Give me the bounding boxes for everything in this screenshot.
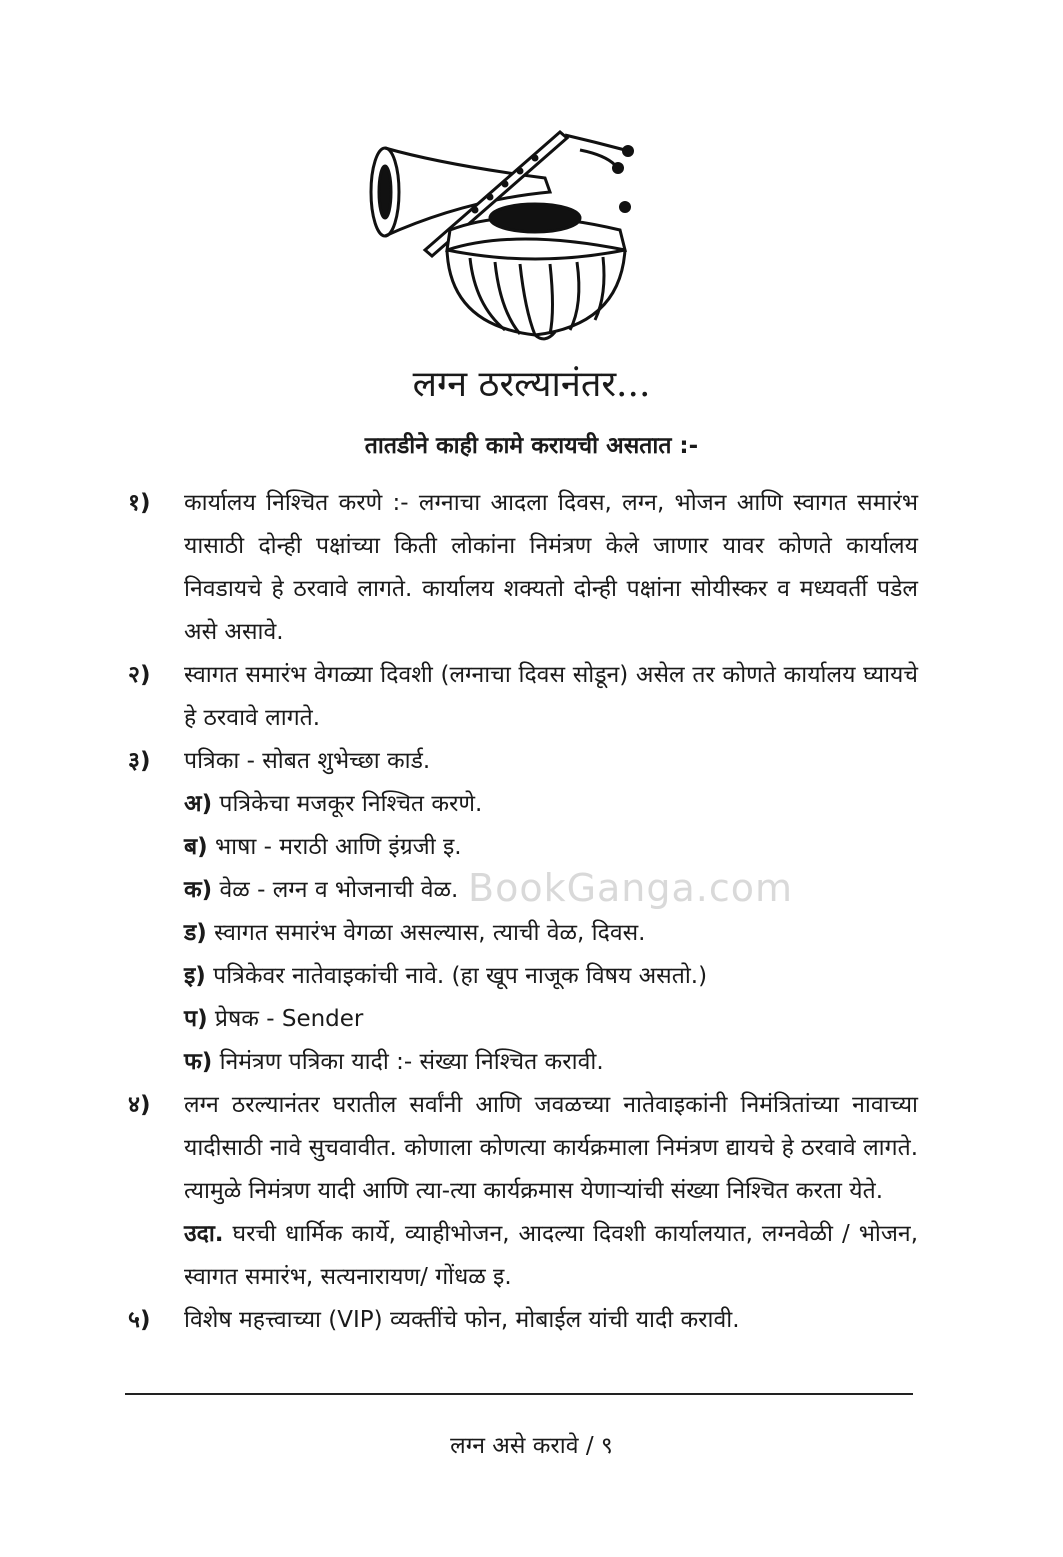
subitem-list xyxy=(184,783,918,1084)
item-text: लग्न ठरल्यानंतर घरातील सर्वांनी आणि जवळच्या नातेवाइकांनी निमंत्रितांच्या नावाच्या यादीसाठी नावे सुचवावीत. कोणाला कोणत्या कार्यक्रमाला निमंत्रण द्यायचे हे ठरवावे लागते. त्यामुळे निमंत्रण यादी आणि त्या-त्या कार्यक्रमास येणाऱ्यांची संख्या निश्चित करता येते. xyxy=(184,1092,918,1204)
item-number: १) xyxy=(128,490,151,516)
item-text: पत्रिका - सोबत शुभेच्छा कार्ड. xyxy=(184,748,431,774)
subitem-label: अ) xyxy=(184,791,213,817)
list-item xyxy=(128,654,918,740)
item-number: २) xyxy=(128,662,151,688)
item-number: ४) xyxy=(128,1092,151,1118)
subitem-text: निमंत्रण पत्रिका यादी :- संख्या निश्चित करावी. xyxy=(219,1049,604,1075)
subitem-text: वेळ - लग्न व भोजनाची वेळ. xyxy=(219,877,459,903)
subitem-label: प) xyxy=(184,1006,208,1032)
item-text: विशेष महत्त्वाच्या (VIP) व्यक्तींचे फोन, मोबाईल यांची यादी करावी. xyxy=(184,1307,740,1333)
subitem-text: पत्रिकेचा मजकूर निश्चित करणे. xyxy=(219,791,483,817)
list-item xyxy=(128,482,918,654)
subitem xyxy=(184,912,918,955)
subitem-label: फ) xyxy=(184,1049,213,1075)
list-item xyxy=(128,740,918,1084)
list-item xyxy=(128,1299,918,1342)
item-number: ३) xyxy=(128,748,151,774)
subitem-text: स्वागत समारंभ वेगळा असल्यास, त्याची वेळ, दिवस. xyxy=(214,920,646,946)
list-item xyxy=(128,1084,918,1299)
subitem-label: ब) xyxy=(184,834,208,860)
watermark: BookGanga.com xyxy=(468,866,794,910)
subitem xyxy=(184,783,918,826)
subitem xyxy=(184,1041,918,1084)
subitem-text: प्रेषक - Sender xyxy=(214,1006,364,1032)
example-body: घरची धार्मिक कार्ये, व्याहीभोजन, आदल्या दिवशी कार्यालयात, लग्नवेळी / भोजन, स्वागत समारंभ, सत्यनारायण/ गोंधळ इ. xyxy=(184,1221,919,1290)
item-number: ५) xyxy=(128,1307,151,1333)
page-title: लग्न ठरल्यानंतर... xyxy=(412,364,651,405)
subitem-text: पत्रिकेवर नातेवाइकांची नावे. (हा खूप नाजूक विषय असतो.) xyxy=(213,963,708,989)
subitem-label: इ) xyxy=(184,963,206,989)
task-list xyxy=(128,482,918,1342)
subitem xyxy=(184,998,918,1041)
example-label: उदा. xyxy=(184,1221,224,1247)
page-subtitle: तातडीने काही कामे करायची असतात :- xyxy=(364,433,699,459)
footer-divider xyxy=(125,1393,913,1395)
musical-instruments-illustration xyxy=(355,130,655,345)
page-footer: लग्न असे करावे / ९ xyxy=(450,1433,613,1459)
subitem-label: क) xyxy=(184,877,213,903)
subitem xyxy=(184,869,918,912)
item-text: स्वागत समारंभ वेगळ्या दिवशी (लग्नाचा दिवस सोडून) असेल तर कोणते कार्यालय घ्यायचे हे ठरवावे लागते. xyxy=(184,662,918,731)
example-text xyxy=(184,1213,918,1299)
subitem xyxy=(184,826,918,869)
item-text: कार्यालय निश्चित करणे :- लग्नाचा आदला दिवस, लग्न, भोजन आणि स्वागत समारंभ यासाठी दोन्ही पक्षांच्या किती लोकांना निमंत्रण केले जाणार यावर कोणते कार्यालय निवडायचे हे ठरवावे लागते. कार्यालय शक्यतो दोन्ही पक्षांना सोयीस्कर व मध्यवर्ती पडेल असे असावे. xyxy=(184,490,918,645)
subitem-text: भाषा - मराठी आणि इंग्रजी इ. xyxy=(214,834,462,860)
subitem xyxy=(184,955,918,998)
subitem-label: ड) xyxy=(184,920,207,946)
